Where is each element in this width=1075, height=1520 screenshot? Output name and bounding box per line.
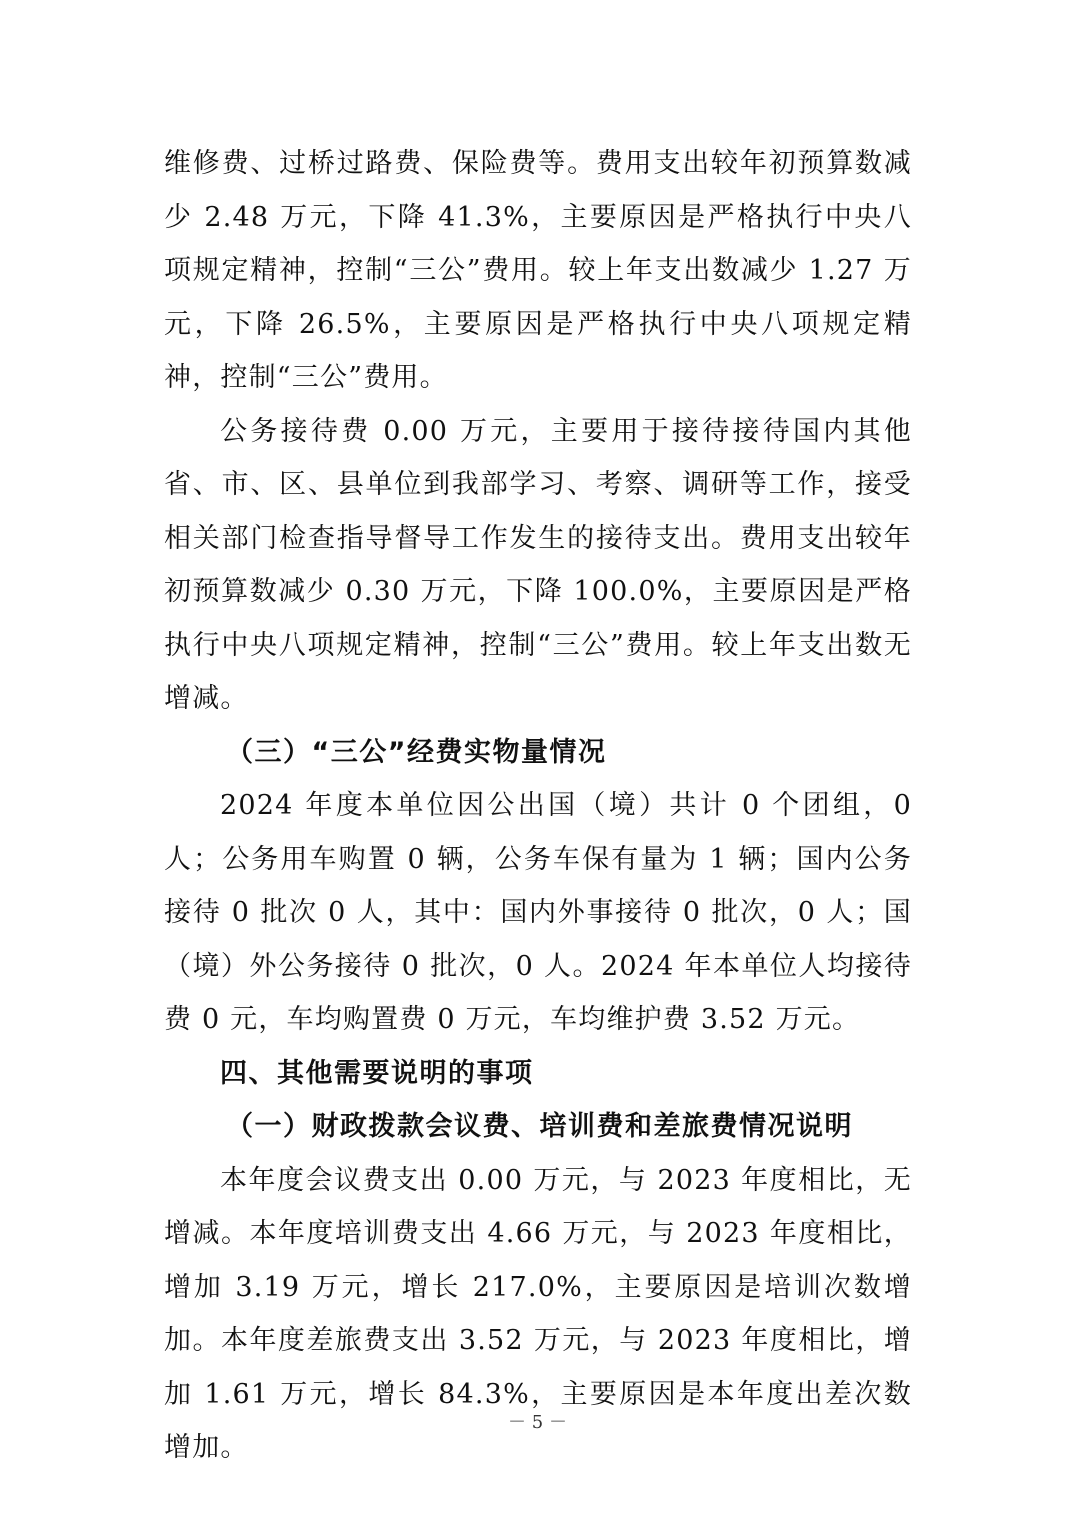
paragraph-reception-costs: 公务接待费 0.00 万元，主要用于接待接待国内其他省、市、区、县单位到我部学习、考察、调研等工作，接受相关部门检查指导督导工作发生的接待支出。费用支出较年初预算数减少 0.30 万元，下降 100.0%，主要原因是严格执行中央八项规定精神，控制“三公”费用。较上年支出数无增减。 <box>164 415 912 714</box>
section-heading-meeting-training-travel: （一）财政拨款会议费、培训费和差旅费情况说明 <box>226 1111 853 1142</box>
paragraph-vehicle-costs: 维修费、过桥过路费、保险费等。费用支出较年初预算数减少 2.48 万元，下降 41.3%，主要原因是严格执行中央八项规定精神，控制“三公”费用。较上年支出数减少 1.27 万元，下降 26.5%，主要原因是严格执行中央八项规定精神，控制“三公”费用。 <box>164 148 912 393</box>
section-heading-physical-quantity: （三）“三公”经费实物量情况 <box>226 736 607 768</box>
section-heading-other-matters: 四、其他需要说明的事项 <box>220 1057 534 1089</box>
page-number: － 5 － <box>508 1412 567 1433</box>
document-body <box>164 137 912 1475</box>
paragraph-physical-quantity: 2024 年度本单位因公出国（境）共计 0 个团组，0 人；公务用车购置 0 辆，公务车保有量为 1 辆；国内公务接待 0 批次 0 人，其中：国内外事接待 0 批次，0 人；国（境）外公务接待 0 批次，0 人。2024 年本单位人均接待费 0 元，车均购置费 0 万元，车均维护费 3.52 万元。 <box>164 790 912 1035</box>
paragraph-meeting-training-travel: 本年度会议费支出 0.00 万元，与 2023 年度相比，无增减。本年度培训费支出 4.66 万元，与 2023 年度相比，增加 3.19 万元，增长 217.0%，主要原因是培训次数增加。本年度差旅费支出 3.52 万元，与 2023 年度相比，增加 1.61 万元，增长 84.3%，主要原因是本年度出差次数增加。 <box>164 1164 912 1463</box>
